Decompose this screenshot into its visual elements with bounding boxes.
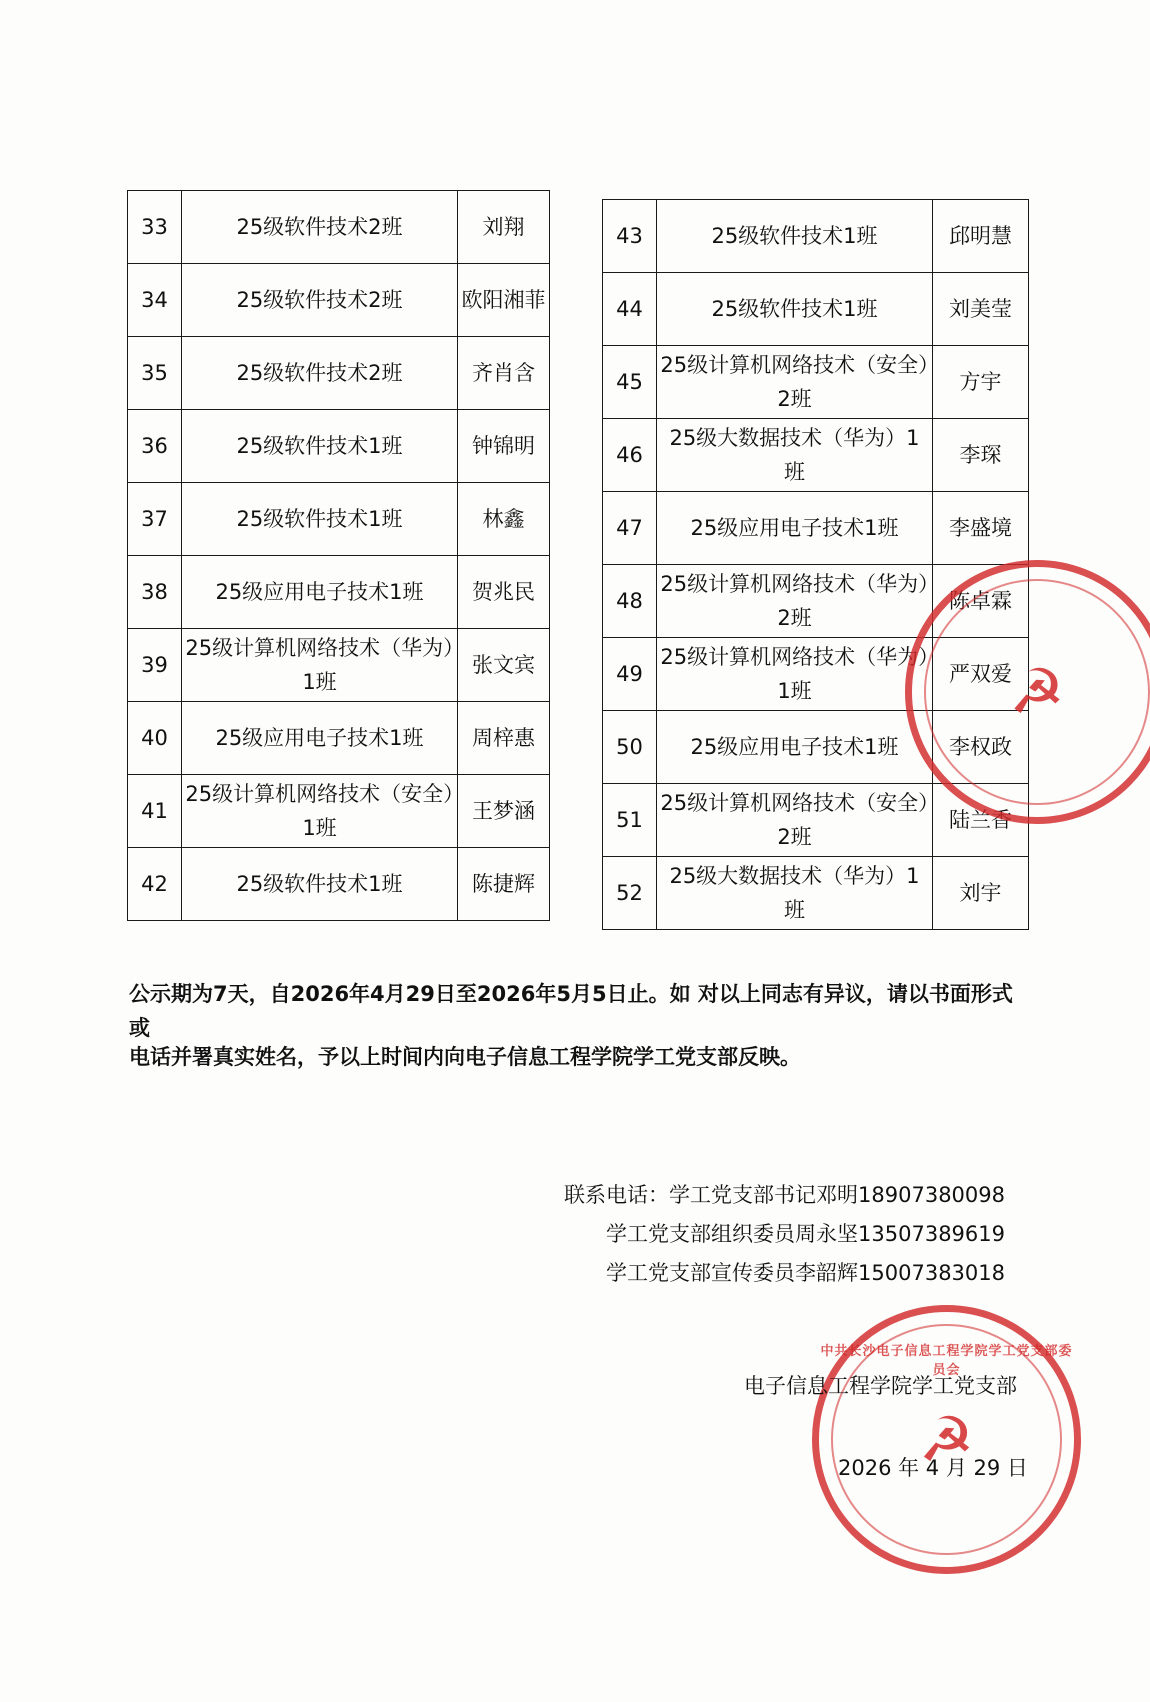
- hammer-sickle-icon: ☭: [1009, 655, 1065, 728]
- name-cell: 李权政: [933, 711, 1029, 784]
- class-cell: 25级计算机网络技术（安全）2班: [657, 346, 933, 419]
- name-cell: 陈卓霖: [933, 565, 1029, 638]
- class-cell: 25级软件技术1班: [182, 483, 458, 556]
- row-number: 39: [128, 629, 182, 702]
- row-number: 41: [128, 775, 182, 848]
- table-row: [603, 273, 1029, 346]
- row-number: 51: [603, 784, 657, 857]
- left-list-table: [127, 190, 550, 921]
- class-cell: 25级计算机网络技术（安全）2班: [657, 784, 933, 857]
- table-row: [128, 264, 550, 337]
- name-cell: 李盛境: [933, 492, 1029, 565]
- notice-line-2: 电话并署真实姓名，予以上时间内向电子信息工程学院学工党支部反映。: [129, 1045, 801, 1069]
- signature-org: 电子信息工程学院学工党支部: [744, 1374, 1017, 1398]
- name-cell: 周梓惠: [458, 702, 550, 775]
- name-cell: 欧阳湘菲: [458, 264, 550, 337]
- row-number: 43: [603, 200, 657, 273]
- name-cell: 严双爱: [933, 638, 1029, 711]
- name-cell: 李琛: [933, 419, 1029, 492]
- class-cell: 25级软件技术1班: [657, 200, 933, 273]
- name-cell: 刘美莹: [933, 273, 1029, 346]
- class-cell: 25级计算机网络技术（华为）1班: [657, 638, 933, 711]
- row-number: 42: [128, 848, 182, 921]
- class-cell: 25级软件技术1班: [182, 410, 458, 483]
- signature-date: 2026 年 4 月 29 日: [838, 1456, 1028, 1480]
- contact-line-3: 学工党支部宣传委员李韶辉15007383018: [606, 1261, 1005, 1285]
- party-seal-stamp-upper: [905, 560, 1150, 824]
- name-cell: 刘宇: [933, 857, 1029, 930]
- name-cell: 陈捷辉: [458, 848, 550, 921]
- class-cell: 25级软件技术1班: [657, 273, 933, 346]
- hammer-sickle-icon: ☭: [918, 1402, 975, 1476]
- name-cell: 林鑫: [458, 483, 550, 556]
- class-cell: 25级大数据技术（华为）1班: [657, 419, 933, 492]
- table-row: [128, 848, 550, 921]
- notice-line-1: 公示期为7天，自2026年4月29日至2026年5月5日止。如 对以上同志有异议，请以书面形式或: [129, 982, 1013, 1040]
- table-row: [128, 337, 550, 410]
- table-row: [128, 191, 550, 264]
- row-number: 45: [603, 346, 657, 419]
- right-list-table: [602, 199, 1029, 930]
- name-cell: 陆兰香: [933, 784, 1029, 857]
- name-cell: 刘翔: [458, 191, 550, 264]
- stamp-ring-text: 中共长沙电子信息工程学院学工党支部委员会: [820, 1344, 1073, 1378]
- class-cell: 25级软件技术2班: [182, 191, 458, 264]
- name-cell: 钟锦明: [458, 410, 550, 483]
- table-row: [603, 419, 1029, 492]
- class-cell: 25级软件技术2班: [182, 337, 458, 410]
- table-row: [128, 629, 550, 702]
- table-row: [603, 857, 1029, 930]
- class-cell: 25级软件技术2班: [182, 264, 458, 337]
- name-cell: 齐肖含: [458, 337, 550, 410]
- name-cell: 王梦涵: [458, 775, 550, 848]
- name-cell: 贺兆民: [458, 556, 550, 629]
- party-seal-stamp-lower: [812, 1305, 1081, 1574]
- class-cell: 25级应用电子技术1班: [657, 711, 933, 784]
- row-number: 49: [603, 638, 657, 711]
- name-cell: 邱明慧: [933, 200, 1029, 273]
- class-cell: 25级计算机网络技术（华为）1班: [182, 629, 458, 702]
- row-number: 48: [603, 565, 657, 638]
- class-cell: 25级计算机网络技术（华为）2班: [657, 565, 933, 638]
- contact-line-1: 联系电话：学工党支部书记邓明18907380098: [564, 1183, 1005, 1207]
- name-cell: 张文宾: [458, 629, 550, 702]
- table-row: [603, 346, 1029, 419]
- table-row: [603, 492, 1029, 565]
- table-row: [128, 702, 550, 775]
- row-number: 33: [128, 191, 182, 264]
- name-cell: 方宇: [933, 346, 1029, 419]
- table-row: [128, 775, 550, 848]
- class-cell: 25级应用电子技术1班: [657, 492, 933, 565]
- class-cell: 25级大数据技术（华为）1班: [657, 857, 933, 930]
- row-number: 47: [603, 492, 657, 565]
- table-row: [603, 200, 1029, 273]
- row-number: 35: [128, 337, 182, 410]
- row-number: 36: [128, 410, 182, 483]
- row-number: 34: [128, 264, 182, 337]
- class-cell: 25级计算机网络技术（安全）1班: [182, 775, 458, 848]
- class-cell: 25级软件技术1班: [182, 848, 458, 921]
- row-number: 40: [128, 702, 182, 775]
- row-number: 38: [128, 556, 182, 629]
- class-cell: 25级应用电子技术1班: [182, 702, 458, 775]
- row-number: 52: [603, 857, 657, 930]
- table-row: [128, 483, 550, 556]
- row-number: 44: [603, 273, 657, 346]
- row-number: 50: [603, 711, 657, 784]
- row-number: 37: [128, 483, 182, 556]
- row-number: 46: [603, 419, 657, 492]
- class-cell: 25级应用电子技术1班: [182, 556, 458, 629]
- contact-line-2: 学工党支部组织委员周永坚13507389619: [606, 1222, 1005, 1246]
- table-row: [128, 410, 550, 483]
- table-row: [128, 556, 550, 629]
